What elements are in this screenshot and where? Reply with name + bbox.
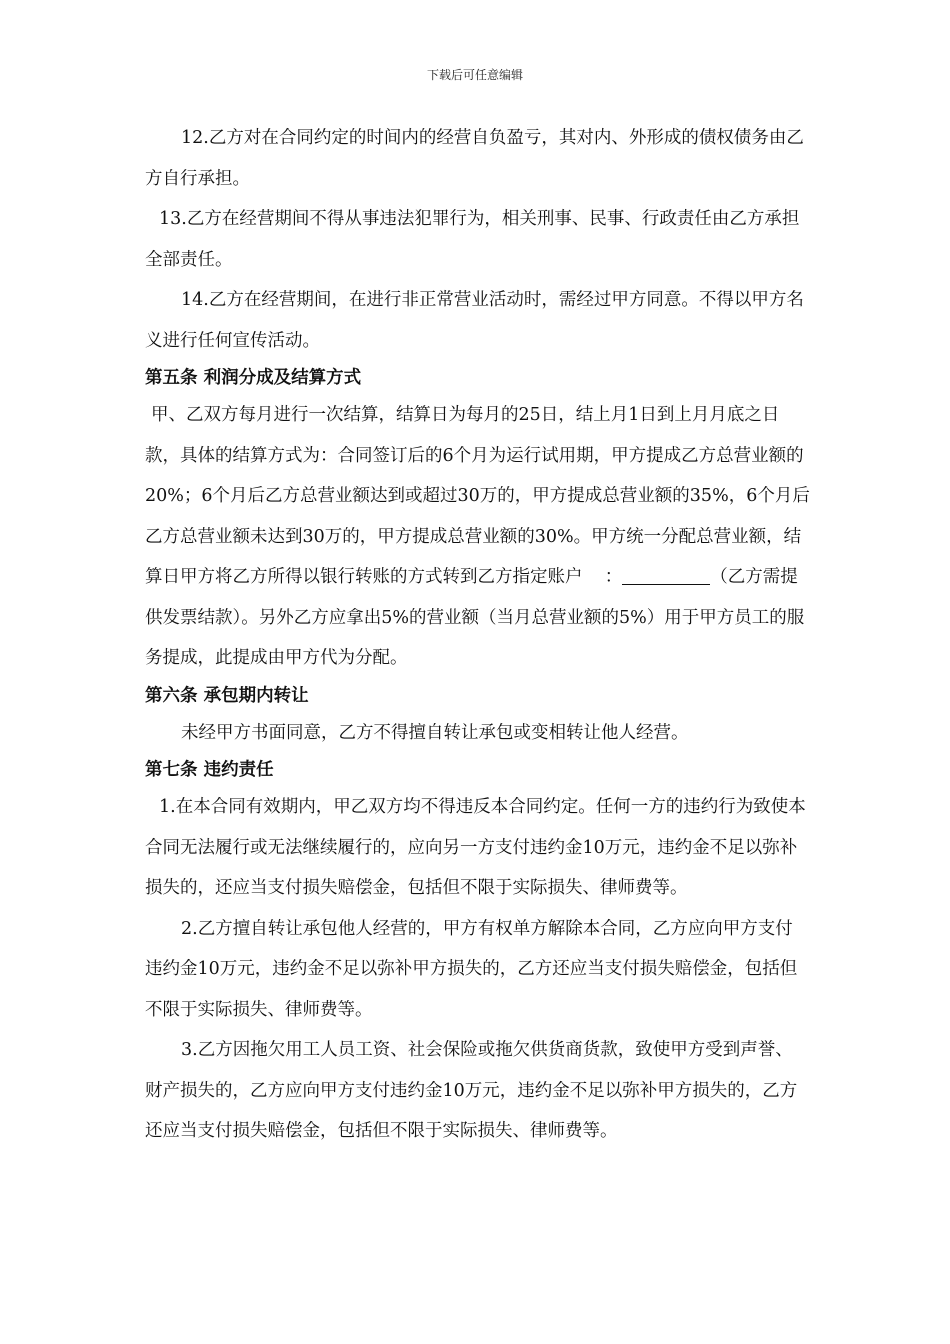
account-blank-line: [622, 564, 710, 585]
document-body: [145, 118, 810, 1152]
page-header: 下载后可任意编辑: [426, 68, 523, 82]
article-7-clause-1: 1.在本合同有效期内，甲乙双方均不得违反本合同约定。任何一方的违约行为致使本合同无法履行或无法继续履行的，应向另一方支付违约金10万元，违约金不足以弥补损失的，还应当支付损失赔偿金，包括但不限于实际损失、律师费等。: [145, 797, 806, 898]
clause-14: 14.乙方在经营期间，在进行非正常营业活动时，需经过甲方同意。不得以甲方名义进行任何宣传活动。: [145, 290, 804, 351]
article-5-heading: 第五条 利润分成及结算方式: [145, 368, 362, 388]
account-colon: ：: [604, 567, 623, 587]
article-7-clause-3: 3.乙方因拖欠用工人员工资、社会保险或拖欠供货商货款，致使甲方受到声誉、财产损失的，乙方应向甲方支付违约金10万元，违约金不足以弥补甲方损失的，乙方还应当支付损失赔偿金，包括但不限于实际损失、律师费等。: [145, 1040, 798, 1141]
article-6-heading: 第六条 承包期内转让: [145, 685, 309, 706]
clause-12: 12.乙方对在合同约定的时间内的经营自负盈亏，其对内、外形成的债权债务由乙方自行承担。: [145, 128, 804, 189]
article-5-body: [145, 395, 810, 679]
clause-13: 13.乙方在经营期间不得从事违法犯罪行为，相关刑事、民事、行政责任由乙方承担全部责任。: [145, 209, 800, 270]
article-7-heading: 第七条 违约责任: [145, 760, 274, 780]
article-7-clause-2: 2.乙方擅自转让承包他人经营的，甲方有权单方解除本合同，乙方应向甲方支付违约金10万元，违约金不足以弥补甲方损失的，乙方还应当支付损失赔偿金，包括但不限于实际损失、律师费等。: [145, 918, 798, 1020]
article-5-text-continued: （乙方需提供发票结款）。另外乙方应拿出5%的营业额（当月总营业额的5%）用于甲方员工的服务提成，此提成由甲方代为分配。: [145, 567, 805, 668]
article-6-body: 未经甲方书面同意，乙方不得擅自转让承包或变相转让他人经营。: [181, 722, 689, 743]
article-5-text: 甲、乙双方每月进行一次结算，结算日为每月的25日，结上月1日到上月月底之日款，具体的结算方式为：合同签订后的6个月为运行试用期，甲方提成乙方总营业额的20%；6个月后乙方总营业额达到或超过30万的，甲方提成总营业额的35%，6个月后乙方总营业额未达到30万的，甲方提成总营业额的30%。甲方统一分配总营业额，结算日甲方将乙方所得以银行转账的方式转到乙方指定账户: [145, 405, 810, 587]
